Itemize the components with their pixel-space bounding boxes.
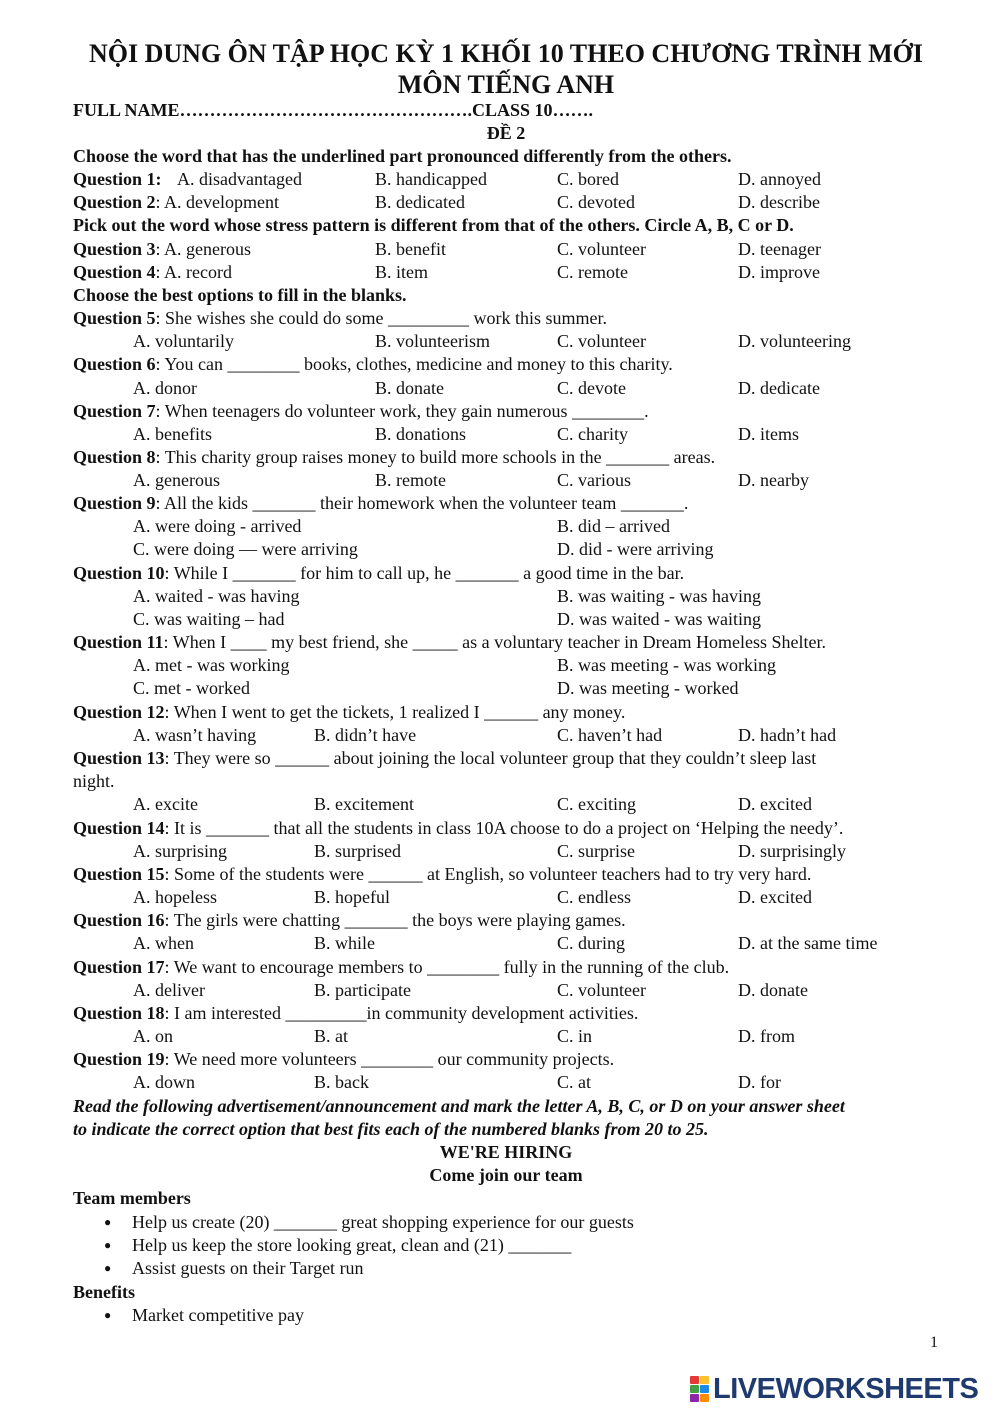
q7-option-c[interactable]: C. charity xyxy=(557,424,628,444)
question-13: Question 13: They were so ______ about joining the local volunteer group that they couldn’t sleep last xyxy=(73,748,817,768)
q19-option-a[interactable]: A. down xyxy=(133,1072,195,1092)
q4-option-d[interactable]: D. improve xyxy=(738,262,820,282)
q9-option-d[interactable]: D. did - were arriving xyxy=(557,539,714,559)
question-4: Question 4: A. record xyxy=(73,262,232,282)
q17-option-c[interactable]: C. volunteer xyxy=(557,980,646,1000)
q16-option-a[interactable]: A. when xyxy=(133,933,194,953)
team-members-title: Team members xyxy=(73,1188,191,1208)
q17-option-d[interactable]: D. donate xyxy=(738,980,808,1000)
question-15: Question 15: Some of the students were ______ at English, so volunteer teachers had to try very hard. xyxy=(73,864,812,884)
q3-option-b[interactable]: B. benefit xyxy=(375,239,446,259)
q14-option-c[interactable]: C. surprise xyxy=(557,841,635,861)
q8-option-a[interactable]: A. generous xyxy=(133,470,220,490)
q5-option-d[interactable]: D. volunteering xyxy=(738,331,851,351)
q13-option-b[interactable]: B. excitement xyxy=(314,794,414,814)
q4-option-c[interactable]: C. remote xyxy=(557,262,628,282)
q16-option-c[interactable]: C. during xyxy=(557,933,626,953)
q6-option-c[interactable]: C. devote xyxy=(557,378,626,398)
section-stress: Pick out the word whose stress pattern is different from that of the others. Circle A, B, C or D. xyxy=(73,215,794,235)
q11-option-a[interactable]: A. met - was working xyxy=(133,655,290,675)
q10-option-d[interactable]: D. was waited - was waiting xyxy=(557,609,761,629)
question-11: Question 11: When I ____ my best friend, she _____ as a voluntary teacher in Dream Homeless Shelter. xyxy=(73,632,827,652)
q2-option-b[interactable]: B. dedicated xyxy=(375,192,465,212)
q12-option-d[interactable]: D. hadn’t had xyxy=(738,725,837,745)
ad-heading: WE'RE HIRING xyxy=(439,1142,573,1162)
bullet-icon: ● xyxy=(104,1308,112,1322)
question-3: Question 3: A. generous xyxy=(73,239,251,259)
q10-option-a[interactable]: A. waited - was having xyxy=(133,586,300,606)
q9-option-c[interactable]: C. were doing — were arriving xyxy=(133,539,358,559)
list-item: Market competitive pay xyxy=(132,1305,304,1325)
benefits-title: Benefits xyxy=(73,1282,135,1302)
q13-option-d[interactable]: D. excited xyxy=(738,794,812,814)
q5-option-b[interactable]: B. volunteerism xyxy=(375,331,490,351)
page-number: 1 xyxy=(930,1334,938,1351)
q3-option-c[interactable]: C. volunteer xyxy=(557,239,646,259)
page-subtitle: MÔN TIẾNG ANH xyxy=(397,70,615,99)
question-2: Question 2: A. development xyxy=(73,192,279,212)
q11-option-c[interactable]: C. met - worked xyxy=(133,678,250,698)
q18-option-b[interactable]: B. at xyxy=(314,1026,348,1046)
q4-option-b[interactable]: B. item xyxy=(375,262,428,282)
q7-option-b[interactable]: B. donations xyxy=(375,424,467,444)
q15-option-a[interactable]: A. hopeless xyxy=(133,887,217,907)
liveworksheets-logo-icon xyxy=(690,1376,709,1402)
q18-option-d[interactable]: D. from xyxy=(738,1026,795,1046)
q15-option-b[interactable]: B. hopeful xyxy=(314,887,390,907)
q12-option-b[interactable]: B. didn’t have xyxy=(314,725,417,745)
question-8: Question 8: This charity group raises money to build more schools in the _______ areas. xyxy=(73,447,716,467)
q9-option-b[interactable]: B. did – arrived xyxy=(557,516,670,536)
exam-code: ĐỀ 2 xyxy=(486,123,526,143)
q16-option-b[interactable]: B. while xyxy=(314,933,375,953)
q6-option-b[interactable]: B. donate xyxy=(375,378,444,398)
liveworksheets-logo[interactable] xyxy=(690,1372,978,1406)
q19-option-d[interactable]: D. for xyxy=(738,1072,781,1092)
q11-option-d[interactable]: D. was meeting - worked xyxy=(557,678,739,698)
q2-option-c[interactable]: C. devoted xyxy=(557,192,635,212)
question-9: Question 9: All the kids _______ their homework when the volunteer team _______. xyxy=(73,493,689,513)
page-title: NỘI DUNG ÔN TẬP HỌC KỲ 1 KHỐI 10 THEO CHƯƠNG TRÌNH MỚI xyxy=(88,39,923,68)
bullet-icon: ● xyxy=(104,1261,112,1275)
bullet-icon: ● xyxy=(104,1215,112,1229)
q8-option-c[interactable]: C. various xyxy=(557,470,631,490)
q13-option-a[interactable]: A. excite xyxy=(133,794,198,814)
question-5: Question 5: She wishes she could do some _________ work this summer. xyxy=(73,308,607,328)
q10-option-c[interactable]: C. was waiting – had xyxy=(133,609,285,629)
list-item: Assist guests on their Target run xyxy=(132,1258,364,1278)
q18-option-a[interactable]: A. on xyxy=(133,1026,173,1046)
question-17: Question 17: We want to encourage members to ________ fully in the running of the club. xyxy=(73,957,730,977)
ad-subheading: Come join our team xyxy=(429,1165,583,1185)
q16-option-d[interactable]: D. at the same time xyxy=(738,933,878,953)
q1-option-d[interactable]: D. annoyed xyxy=(738,169,821,189)
q7-option-a[interactable]: A. benefits xyxy=(133,424,212,444)
question-1: Question 1: xyxy=(73,169,162,189)
q7-option-d[interactable]: D. items xyxy=(738,424,799,444)
question-12: Question 12: When I went to get the tickets, 1 realized I ______ any money. xyxy=(73,702,626,722)
q9-option-a[interactable]: A. were doing - arrived xyxy=(133,516,302,536)
q14-option-d[interactable]: D. surprisingly xyxy=(738,841,846,861)
q12-option-a[interactable]: A. wasn’t having xyxy=(133,725,257,745)
logo-text: LIVEWORKSHEETS xyxy=(713,1372,979,1405)
q17-option-a[interactable]: A. deliver xyxy=(133,980,205,1000)
q14-option-a[interactable]: A. surprising xyxy=(133,841,227,861)
q6-option-d[interactable]: D. dedicate xyxy=(738,378,820,398)
question-19: Question 19: We need more volunteers ________ our community projects. xyxy=(73,1049,615,1069)
q5-option-c[interactable]: C. volunteer xyxy=(557,331,646,351)
bullet-icon: ● xyxy=(104,1238,112,1252)
q15-option-c[interactable]: C. endless xyxy=(557,887,631,907)
q1-option-a[interactable]: A. disadvantaged xyxy=(177,169,302,189)
question-10: Question 10: While I _______ for him to call up, he _______ a good time in the bar. xyxy=(73,563,685,583)
question-6: Question 6: You can ________ books, clothes, medicine and money to this charity. xyxy=(73,354,673,374)
question-7: Question 7: When teenagers do volunteer work, they gain numerous ________. xyxy=(73,401,649,421)
q5-option-a[interactable]: A. voluntarily xyxy=(133,331,234,351)
q12-option-c[interactable]: C. haven’t had xyxy=(557,725,663,745)
q8-option-b[interactable]: B. remote xyxy=(375,470,446,490)
fullname-line: FULL NAME………………………………………….CLASS 10……. xyxy=(73,100,594,120)
section-blanks: Choose the best options to fill in the blanks. xyxy=(73,285,407,305)
q6-option-a[interactable]: A. donor xyxy=(133,378,197,398)
q15-option-d[interactable]: D. excited xyxy=(738,887,812,907)
q8-option-d[interactable]: D. nearby xyxy=(738,470,809,490)
q3-option-d[interactable]: D. teenager xyxy=(738,239,821,259)
section-reading: Read the following advertisement/announcement and mark the letter A, B, C, or D on your answer sheet xyxy=(73,1096,845,1116)
q11-option-b[interactable]: B. was meeting - was working xyxy=(557,655,776,675)
q2-option-d[interactable]: D. describe xyxy=(738,192,820,212)
q1-option-c[interactable]: C. bored xyxy=(557,169,619,189)
list-item: Help us keep the store looking great, clean and (21) _______ xyxy=(132,1235,572,1255)
section-pronunciation: Choose the word that has the underlined part pronounced differently from the others. xyxy=(73,146,732,166)
question-18: Question 18: I am interested _________in community development activities. xyxy=(73,1003,639,1023)
list-item: Help us create (20) _______ great shopping experience for our guests xyxy=(132,1212,634,1232)
q1-option-b[interactable]: B. handicapped xyxy=(375,169,487,189)
section-reading-line2: to indicate the correct option that best fits each of the numbered blanks from 20 to 25. xyxy=(73,1119,709,1139)
q10-option-b[interactable]: B. was waiting - was having xyxy=(557,586,761,606)
question-14: Question 14: It is _______ that all the students in class 10A choose to do a project on ‘Helping the needy’. xyxy=(73,818,844,838)
question-16: Question 16: The girls were chatting _______ the boys were playing games. xyxy=(73,910,626,930)
q13-option-c[interactable]: C. exciting xyxy=(557,794,636,814)
q19-option-b[interactable]: B. back xyxy=(314,1072,369,1092)
question-13-continued: night. xyxy=(73,771,115,791)
q14-option-b[interactable]: B. surprised xyxy=(314,841,401,861)
q17-option-b[interactable]: B. participate xyxy=(314,980,411,1000)
q19-option-c[interactable]: C. at xyxy=(557,1072,591,1092)
q18-option-c[interactable]: C. in xyxy=(557,1026,593,1046)
